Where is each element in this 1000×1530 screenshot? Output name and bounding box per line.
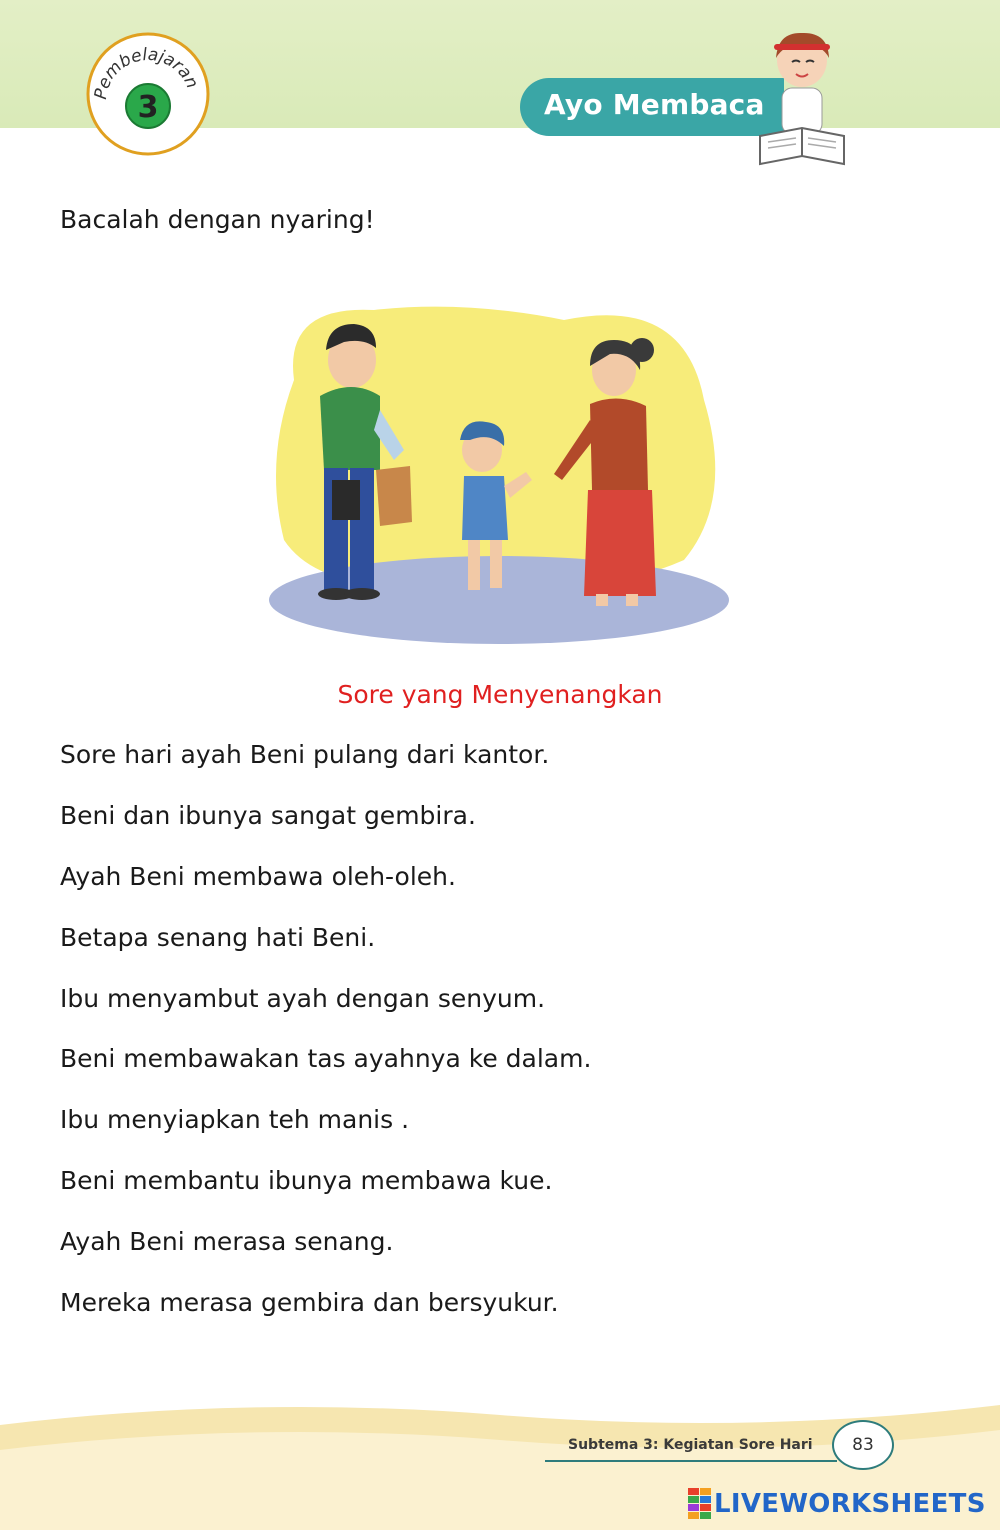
banner-label: Ayo Membaca: [544, 88, 765, 121]
liveworksheets-logo-icon: [688, 1488, 712, 1520]
family-illustration: [264, 300, 734, 645]
instruction-text: Bacalah dengan nyaring!: [60, 205, 375, 234]
subtema-rule: [545, 1460, 837, 1462]
story-line: Ibu menyambut ayah dengan senyum.: [60, 984, 546, 1013]
story-line: Beni membantu ibunya membawa kue.: [60, 1166, 553, 1195]
page-number-text: 83: [852, 1435, 874, 1455]
badge-label: Pembelajaran: [90, 44, 203, 101]
story-line: Ayah Beni merasa senang.: [60, 1227, 394, 1256]
liveworksheets-brand: LIVEWORKSHEETS: [714, 1489, 986, 1519]
subtema-label: Subtema 3: Kegiatan Sore Hari: [568, 1437, 813, 1453]
page-number: [832, 1420, 894, 1470]
story-title: Sore yang Menyenangkan: [337, 680, 663, 709]
badge-number: 3: [137, 90, 159, 125]
story-line: Betapa senang hati Beni.: [60, 923, 376, 952]
story-line: Mereka merasa gembira dan bersyukur.: [60, 1288, 559, 1317]
girl-reading-icon: [752, 28, 852, 170]
story-line: Beni membawakan tas ayahnya ke dalam.: [60, 1044, 592, 1073]
story-line: Ayah Beni membawa oleh-oleh.: [60, 862, 456, 891]
story-line: Sore hari ayah Beni pulang dari kantor.: [60, 740, 550, 769]
section-banner: [520, 78, 784, 136]
pembelajaran-badge: [84, 30, 212, 158]
story-line: Ibu menyiapkan teh manis .: [60, 1105, 410, 1134]
story-line: Beni dan ibunya sangat gembira.: [60, 801, 476, 830]
